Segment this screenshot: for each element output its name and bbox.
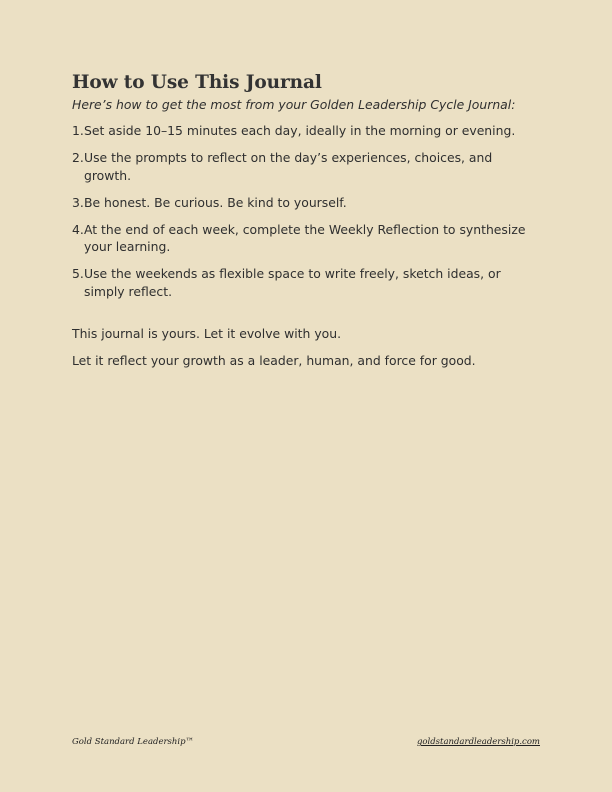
step-number: 2. bbox=[72, 150, 84, 165]
step-number: 5. bbox=[72, 266, 84, 281]
footer-brand: Gold Standard Leadership™ bbox=[72, 737, 195, 747]
closing-line: This journal is yours. Let it evolve with you. bbox=[72, 326, 342, 341]
step-text: Use the prompts to reflect on the day’s experiences, choices, and growth. bbox=[84, 150, 493, 183]
step-text: Set aside 10–15 minutes each day, ideally in the morning or evening. bbox=[84, 123, 516, 138]
journal-instructions-page bbox=[72, 70, 542, 379]
page-title: How to Use This Journal bbox=[72, 72, 322, 93]
list-item bbox=[72, 149, 542, 184]
step-text: Be honest. Be curious. Be kind to yourself. bbox=[84, 194, 347, 210]
step-number: 3. bbox=[72, 194, 84, 210]
step-text: Use the weekends as flexible space to write freely, sketch ideas, or simply reflect. bbox=[84, 266, 501, 299]
list-item bbox=[72, 194, 542, 212]
closing-line: Let it reflect your growth as a leader, human, and force for good. bbox=[72, 353, 476, 368]
step-number: 4. bbox=[72, 221, 84, 237]
instructions-list bbox=[72, 122, 542, 300]
page-subtitle: Here’s how to get the most from your Golden Leadership Cycle Journal: bbox=[72, 97, 516, 112]
footer-website-link[interactable]: goldstandardleadership.com bbox=[416, 737, 540, 747]
page-footer bbox=[72, 737, 540, 747]
closing-section bbox=[72, 325, 542, 370]
list-item bbox=[72, 265, 542, 300]
step-number: 1. bbox=[72, 123, 84, 138]
step-text: At the end of each week, complete the Weekly Reflection to synthesize your learning. bbox=[84, 221, 526, 254]
list-item bbox=[72, 221, 542, 256]
list-item bbox=[72, 122, 542, 140]
